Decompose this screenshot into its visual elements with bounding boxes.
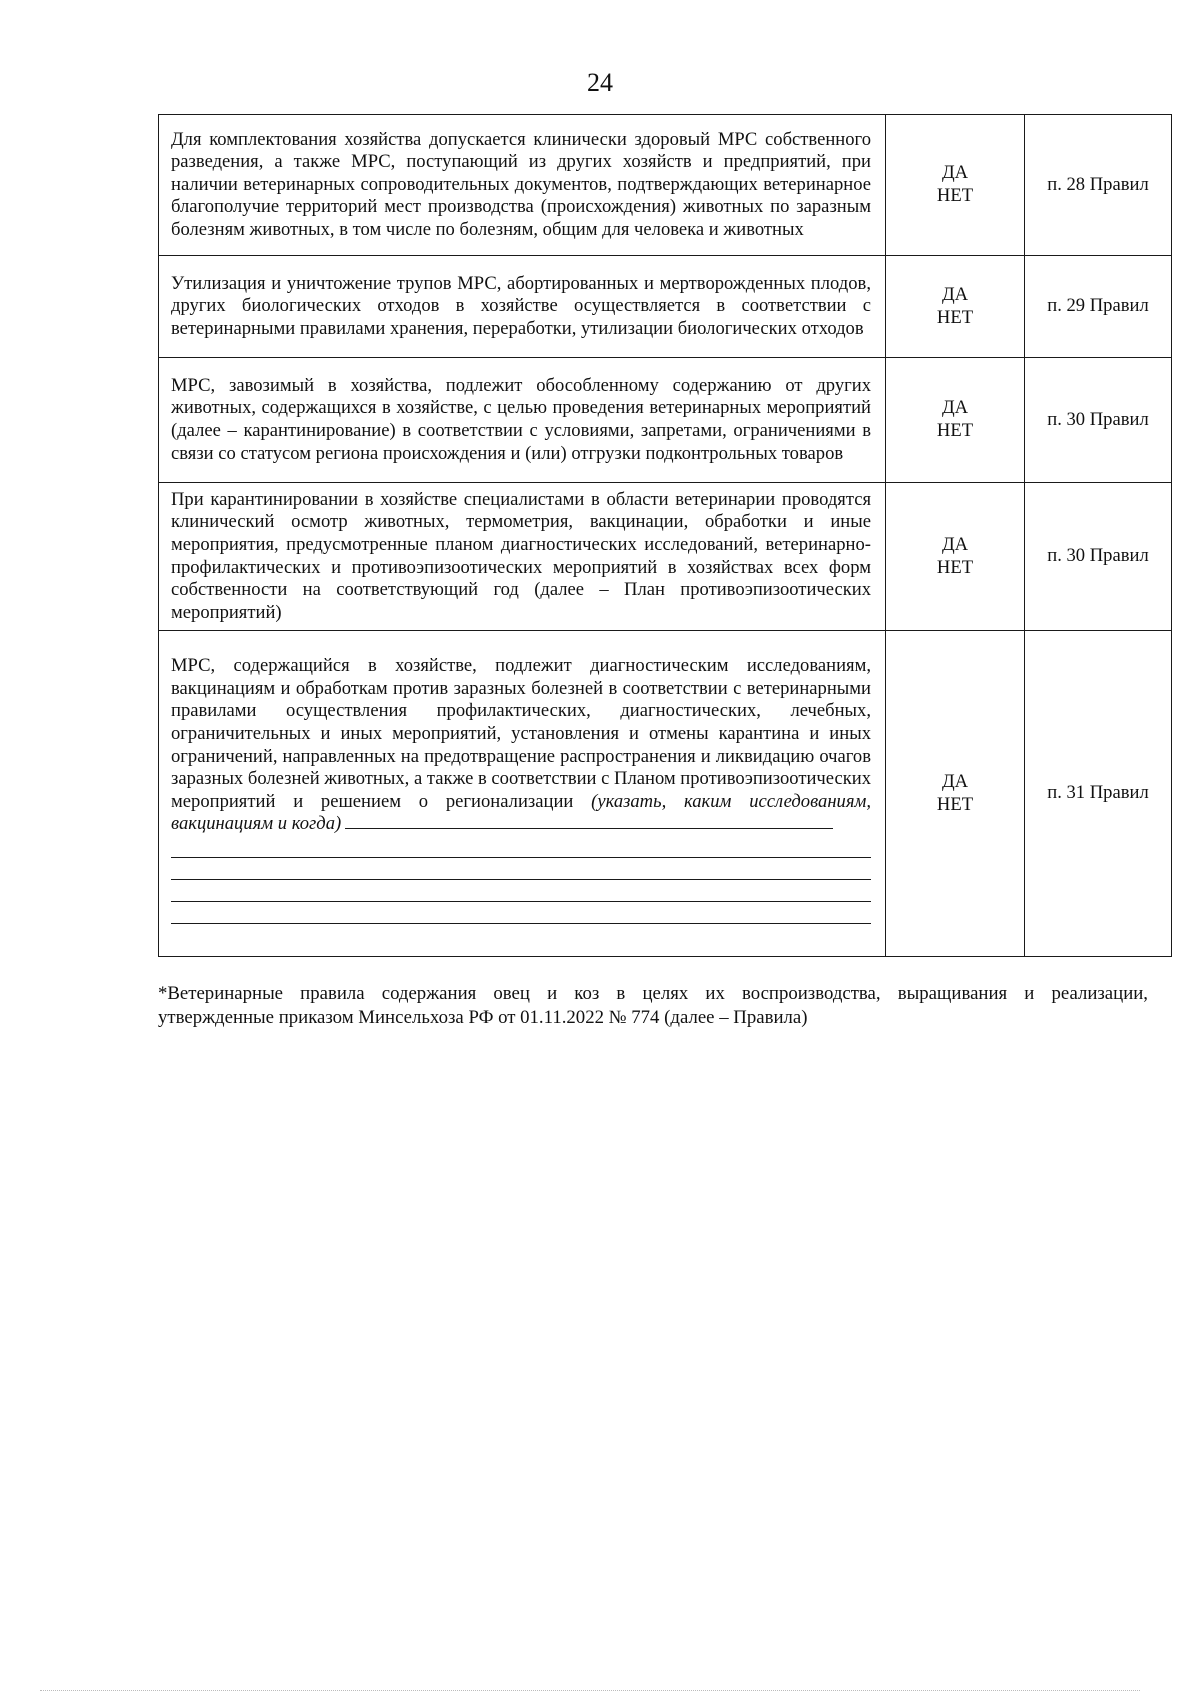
table-row (159, 358, 1172, 483)
reference-cell (1025, 115, 1172, 256)
footnote (158, 982, 1148, 1030)
requirement-cell (159, 631, 886, 957)
answer-yes[interactable]: ДА (941, 397, 969, 419)
rule-reference: п. 30 Правил (1047, 545, 1149, 567)
requirement-cell (159, 115, 886, 256)
answer-cell[interactable] (886, 256, 1025, 358)
page-number: 24 (587, 68, 613, 97)
scan-edge-divider (40, 1688, 1140, 1691)
requirement-text: МРС, завозимый в хозяйства, подлежит обособленному содержанию от других животных, содержащихся в хозяйстве, с целью проведения ветеринарных мероприятий (далее – карантинирование) в соответствии с условиями, запретами, ограничениями в связи со статусом региона происхождения и (или) отгрузки подконтрольных товаров (171, 374, 871, 464)
requirement-text: МРС, содержащийся в хозяйстве, подлежит диагностическим исследованиям, вакцинациям и обработкам против заразных болезней в соответствии с ветеринарными правилами осуществления профилактических, диагностических, лечебных, ограничительных и иных мероприятий, установления и отмены карантина и иных ограничений, направленных на предотвращение распространения и ликвидацию очагов заразных болезней животных, а также в соответствии с Планом противоэпизоотических мероприятий и решением о регионализации (171, 655, 872, 812)
fill-in-line[interactable] (345, 814, 833, 829)
reference-cell (1025, 256, 1172, 358)
fill-in-line[interactable] (171, 858, 871, 880)
requirement-cell (159, 358, 886, 483)
answer-cell[interactable] (886, 358, 1025, 483)
rule-reference: п. 29 Правил (1047, 295, 1149, 317)
answer-yes[interactable]: ДА (941, 533, 969, 555)
fill-in-line[interactable] (171, 836, 871, 858)
reference-cell (1025, 631, 1172, 957)
requirement-text: Утилизация и уничтожение трупов МРС, абортированных и мертворожденных плодов, других биологических отходов в хозяйстве осуществляется в соответствии с ветеринарными правилами хранения, переработки, утилизации биологических отходов (171, 272, 871, 339)
answer-yes[interactable]: ДА (941, 283, 969, 305)
answer-yes[interactable]: ДА (941, 162, 969, 184)
rule-reference: п. 30 Правил (1047, 408, 1149, 430)
fill-in-line[interactable] (171, 902, 871, 924)
answer-no[interactable]: НЕТ (936, 420, 974, 441)
checklist-table (158, 114, 1172, 957)
requirement-text: Для комплектования хозяйства допускается клинически здоровый МРС собственного разведения, а также МРС, поступающий из других хозяйств и предприятий, при наличии ветеринарных сопроводительных документов, подтверждающих ветеринарное благополучие территорий мест производства (происхождения) животных по заразным болезням животных, в том числе по болезням, общим для человека и животных (171, 128, 871, 240)
fill-in-line[interactable] (171, 880, 871, 902)
answer-cell[interactable] (886, 483, 1025, 631)
answer-cell[interactable] (886, 631, 1025, 957)
table-row (159, 256, 1172, 358)
footnote-line-1: *Ветеринарные правила содержания овец и коз в целях их воспроизводства, выращивания и реализации, (158, 983, 1148, 1004)
reference-cell (1025, 358, 1172, 483)
requirement-text: При карантинировании в хозяйстве специалистами в области ветеринарии проводятся клинический осмотр животных, термометрия, вакцинации, обработки и иные мероприятия, предусмотренные планом диагностических исследований, ветеринарно-профилактических и противоэпизоотических мероприятий в хозяйствах всех форм собственности на соответствующий год (далее – План противоэпизоотических мероприятий) (171, 488, 871, 623)
requirement-cell (159, 256, 886, 358)
requirement-cell (159, 483, 886, 631)
table-row (159, 631, 1172, 957)
answer-cell[interactable] (886, 115, 1025, 256)
answer-no[interactable]: НЕТ (936, 556, 974, 578)
requirement-note: (указать, каким исследованиям, вакцинациям и когда) (171, 790, 871, 835)
answer-no[interactable]: НЕТ (936, 306, 974, 328)
answer-yes[interactable]: ДА (941, 770, 969, 792)
answer-no[interactable]: НЕТ (936, 793, 974, 815)
rule-reference: п. 31 Правил (1047, 782, 1149, 804)
reference-cell (1025, 483, 1172, 631)
answer-no[interactable]: НЕТ (936, 185, 974, 206)
table-row (159, 483, 1172, 631)
table-row (159, 115, 1172, 256)
footnote-line-2: утвержденные приказом Минсельхоза РФ от 01.11.2022 № 774 (далее – Правила) (158, 1007, 808, 1028)
rule-reference: п. 28 Правил (1047, 173, 1149, 195)
